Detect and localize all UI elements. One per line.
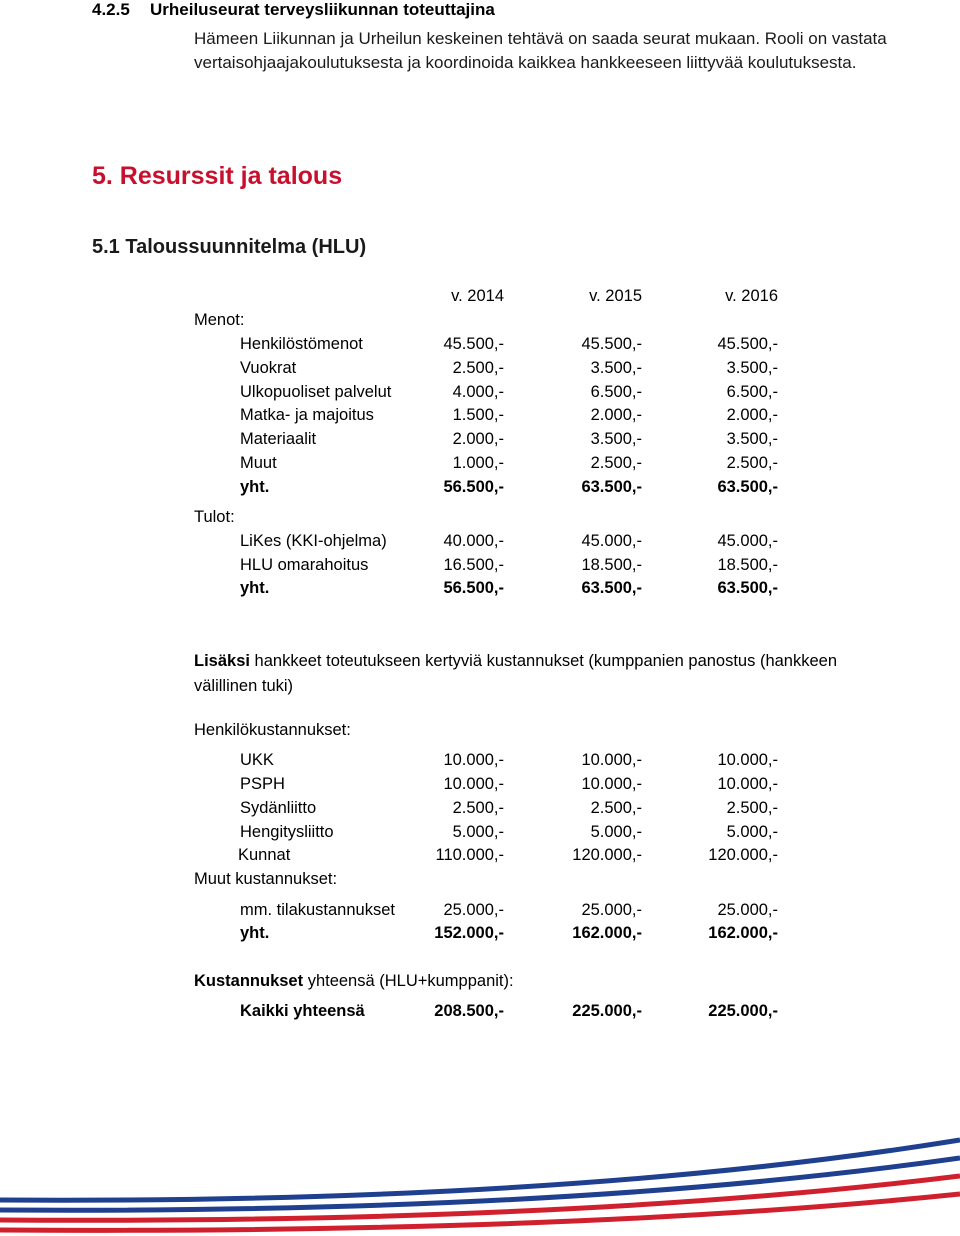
value-cell: 2.000,- xyxy=(590,406,642,424)
row-label: mm. tilakustannukset xyxy=(240,901,395,919)
section-heading-4-2-5 xyxy=(92,0,495,20)
section-title: Urheiluseurat terveysliikunnan toteuttajina xyxy=(150,0,495,19)
heading-taloussuunnitelma: 5.1 Taloussuunnitelma (HLU) xyxy=(92,236,367,258)
grand-total-cell: 225.000,- xyxy=(708,1002,778,1020)
row-label: Muut xyxy=(240,454,277,472)
total-cell: 56.500,- xyxy=(443,579,504,597)
year-header-2014: v. 2014 xyxy=(451,287,504,305)
value-cell: 2.500,- xyxy=(452,799,504,817)
grand-total-cell: 225.000,- xyxy=(572,1002,642,1020)
total-label: yht. xyxy=(240,924,270,942)
value-cell: 10.000,- xyxy=(717,751,778,769)
kustannukset-bold: Kustannukset xyxy=(194,972,304,990)
value-cell: 5.000,- xyxy=(452,823,504,841)
value-cell: 45.500,- xyxy=(443,335,504,353)
lisaksi-bold: Lisäksi xyxy=(194,652,250,670)
year-header-2015: v. 2015 xyxy=(589,287,642,305)
value-cell: 10.000,- xyxy=(443,775,504,793)
intro-line-2: vertaisohjaajakoulutuksesta ja koordinoida kaikkea hankkeeseen liittyvää koulutuksesta. xyxy=(194,53,857,72)
row-label: PSPH xyxy=(240,775,285,793)
footer-wave-stripes xyxy=(0,1130,960,1236)
row-label: Ulkopuoliset palvelut xyxy=(240,383,392,401)
total-cell: 63.500,- xyxy=(581,478,642,496)
value-cell: 45.500,- xyxy=(717,335,778,353)
value-cell: 2.500,- xyxy=(590,799,642,817)
value-cell: 10.000,- xyxy=(581,751,642,769)
total-cell: 63.500,- xyxy=(717,579,778,597)
value-cell: 2.000,- xyxy=(452,430,504,448)
heading-resurssit: 5. Resurssit ja talous xyxy=(92,162,343,190)
total-label: yht. xyxy=(240,579,270,597)
row-label: Kunnat xyxy=(238,846,291,864)
value-cell: 3.500,- xyxy=(590,359,642,377)
year-header-2016: v. 2016 xyxy=(725,287,778,305)
total-cell: 152.000,- xyxy=(434,924,504,942)
value-cell: 6.500,- xyxy=(590,383,642,401)
value-cell: 5.000,- xyxy=(726,823,778,841)
group-label-henkilokustannukset: Henkilökustannukset: xyxy=(194,721,351,739)
total-label: yht. xyxy=(240,478,270,496)
value-cell: 2.500,- xyxy=(726,799,778,817)
value-cell: 6.500,- xyxy=(726,383,778,401)
total-cell: 56.500,- xyxy=(443,478,504,496)
group-label-muut-kustannukset: Muut kustannukset: xyxy=(194,870,338,888)
value-cell: 10.000,- xyxy=(581,775,642,793)
row-label: Matka- ja majoitus xyxy=(240,406,374,424)
row-label: HLU omarahoitus xyxy=(240,556,369,574)
row-label: Hengitysliitto xyxy=(240,823,334,841)
value-cell: 120.000,- xyxy=(708,846,778,864)
value-cell: 1.000,- xyxy=(452,454,504,472)
value-cell: 120.000,- xyxy=(572,846,642,864)
value-cell: 2.500,- xyxy=(726,454,778,472)
value-cell: 45.500,- xyxy=(581,335,642,353)
value-cell: 110.000,- xyxy=(435,846,504,864)
kustannukset-rest: yhteensä (HLU+kumppanit): xyxy=(303,972,514,990)
value-cell: 25.000,- xyxy=(443,901,504,919)
section-number: 4.2.5 xyxy=(92,0,130,19)
total-cell: 162.000,- xyxy=(572,924,642,942)
row-label: LiKes (KKI-ohjelma) xyxy=(240,532,387,550)
value-cell: 3.500,- xyxy=(726,359,778,377)
row-label: Henkilöstömenot xyxy=(240,335,363,353)
value-cell: 45.000,- xyxy=(717,532,778,550)
total-cell: 63.500,- xyxy=(717,478,778,496)
value-cell: 25.000,- xyxy=(717,901,778,919)
lisaksi-text: hankkeet toteutukseen kertyviä kustannukset (kumppanien panostus (hankkeen xyxy=(249,652,837,670)
value-cell: 1.500,- xyxy=(452,406,504,424)
value-cell: 2.500,- xyxy=(590,454,642,472)
lisaksi-text-line2: välillinen tuki) xyxy=(194,677,294,695)
value-cell: 18.500,- xyxy=(717,556,778,574)
grand-total-label: Kaikki yhteensä xyxy=(240,1002,365,1020)
row-label: Materiaalit xyxy=(240,430,317,448)
grand-total-cell: 208.500,- xyxy=(434,1002,504,1020)
value-cell: 4.000,- xyxy=(452,383,504,401)
value-cell: 10.000,- xyxy=(717,775,778,793)
kustannukset-yhteensa-heading xyxy=(194,972,514,991)
value-cell: 25.000,- xyxy=(581,901,642,919)
value-cell: 5.000,- xyxy=(590,823,642,841)
value-cell: 40.000,- xyxy=(443,532,504,550)
value-cell: 3.500,- xyxy=(590,430,642,448)
value-cell: 45.000,- xyxy=(581,532,642,550)
lisaksi-paragraph xyxy=(194,649,874,699)
intro-line-1: Hämeen Liikunnan ja Urheilun keskeinen tehtävä on saada seurat mukaan. Rooli on vastata xyxy=(194,29,887,48)
value-cell: 16.500,- xyxy=(443,556,504,574)
value-cell: 18.500,- xyxy=(581,556,642,574)
value-cell: 3.500,- xyxy=(726,430,778,448)
stripe-blue-2 xyxy=(0,1158,960,1210)
total-cell: 63.500,- xyxy=(581,579,642,597)
group-label-tulot: Tulot: xyxy=(194,508,235,526)
group-label-menot: Menot: xyxy=(194,311,245,329)
row-label: Sydänliitto xyxy=(240,799,317,817)
row-label: UKK xyxy=(240,751,274,769)
value-cell: 2.000,- xyxy=(726,406,778,424)
value-cell: 10.000,- xyxy=(443,751,504,769)
total-cell: 162.000,- xyxy=(708,924,778,942)
value-cell: 2.500,- xyxy=(452,359,504,377)
row-label: Vuokrat xyxy=(240,359,297,377)
